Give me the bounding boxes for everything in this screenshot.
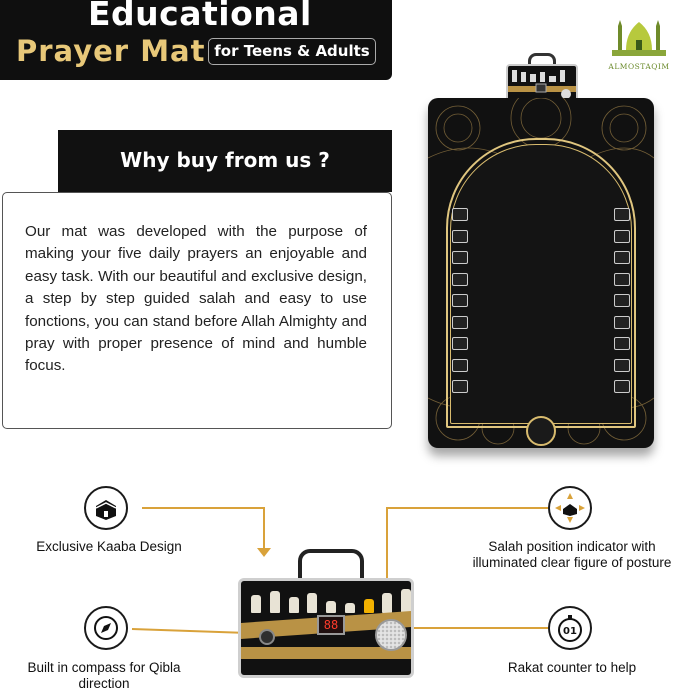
posture-indicator-icon <box>550 488 590 528</box>
mat-base-logo <box>526 416 556 446</box>
header-title-line1: Educational <box>88 0 312 33</box>
prayer-mat-image <box>420 50 660 470</box>
compass-icon-circle <box>84 606 128 650</box>
arrow-down-icon <box>257 548 271 558</box>
connector-kaaba <box>142 507 264 509</box>
prayer-device <box>238 578 414 678</box>
posture-figures <box>251 587 411 613</box>
connector-salah-down <box>386 507 388 583</box>
kaaba-icon <box>86 488 126 528</box>
header-banner <box>0 0 392 80</box>
device-figures-icon <box>508 66 576 102</box>
device-speaker <box>375 619 407 651</box>
connector-kaaba-down <box>263 507 265 551</box>
brand-name: ALMOSTAQIM <box>608 62 670 71</box>
why-box <box>2 192 392 429</box>
device-counter-display: 88 <box>317 615 345 635</box>
header-title-line2: Prayer Mat <box>16 34 206 68</box>
counter-icon <box>550 608 590 648</box>
feature-compass-text: Built in compass for Qibla direction <box>27 660 181 691</box>
mat-right-buttons <box>614 208 630 402</box>
why-heading: Why buy from us ? <box>58 130 392 192</box>
svg-text:01: 01 <box>563 626 577 637</box>
compass-icon <box>86 608 126 648</box>
feature-salah-text: Salah position indicator with illuminated clear figure of posture <box>472 539 672 570</box>
connector-salah <box>386 507 548 509</box>
device-compass <box>259 629 275 645</box>
connector-rakat <box>394 627 548 629</box>
mat-left-buttons <box>452 208 468 402</box>
counter-icon-circle <box>548 606 592 650</box>
posture-icon-circle <box>548 486 592 530</box>
header-tagline: for Teens & Adults <box>208 38 376 65</box>
why-body: Our mat was developed with the purpose of making your five daily prayers an enjoyable and easy task. With our beautiful and exclusive design, a step by step guided salah and easy to use fonctions, you can stand before Allah Almighty and pray with proper presence of mind and humble focus. <box>25 223 367 375</box>
kaaba-icon-circle <box>84 486 128 530</box>
mat-arch-inner <box>450 144 632 424</box>
connector-compass <box>132 628 248 634</box>
feature-rakat-text: Rakat counter to help <box>507 660 637 675</box>
feature-kaaba-text: Exclusive Kaaba Design <box>36 539 182 554</box>
prayer-mat <box>428 98 654 448</box>
device-handle-large <box>298 549 364 581</box>
